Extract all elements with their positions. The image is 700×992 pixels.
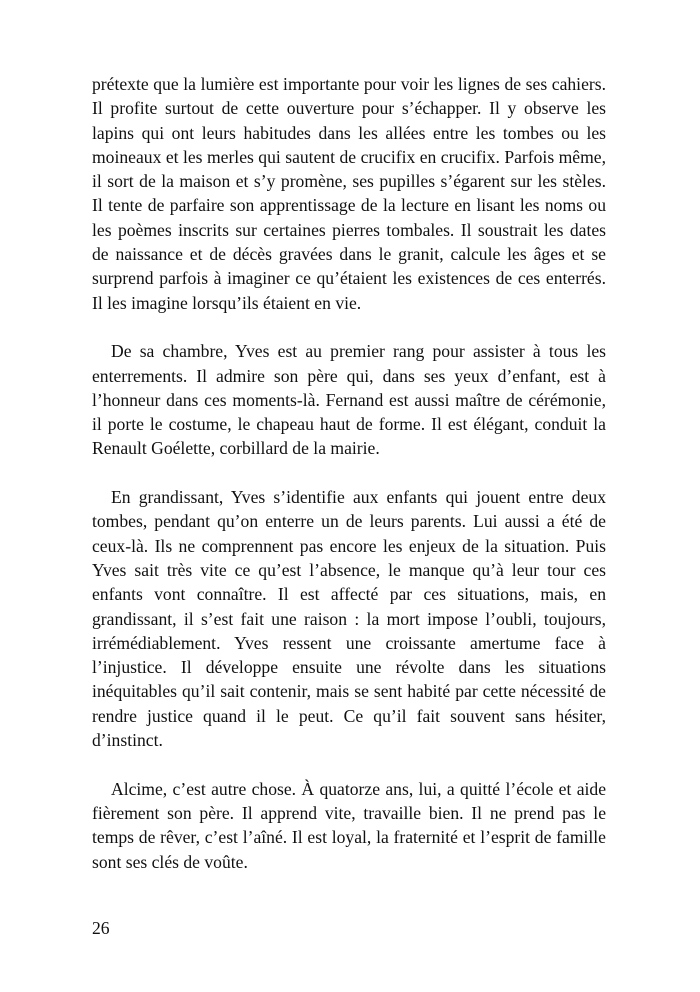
paragraph-2: De sa chambre, Yves est au premier rang pour assister à tous les enterrements. Il admire son père qui, dans ses yeux d’enfant, est à l’honneur dans ces moments-là. Fernand est aussi maître de cérémonie, il porte le costume, le chapeau haut de forme. Il est élégant, conduit la Renault Goélette, corbillard de la mairie. (92, 341, 606, 459)
paragraph-3: En grandissant, Yves s’identifie aux enfants qui jouent entre deux tombes, pendant qu’on enterre un de leurs parents. Lui aussi a été de ceux-là. Ils ne comprennent pas encore les enjeux de la situation. Puis Yves sait très vite ce qu’est l’absence, le manque qu’à leur tour ces enfants vont connaître. Il est affecté par ces situations, mais, en grandissant, il s’est fait une raison : la mort impose l’oubli, toujours, irrémédiablement. Yves ressent une croissante amertume face à l’injustice. Il développe ensuite une révolte dans les situations inéquitables qu’il sait contenir, mais se sent habité par cette nécessité de rendre justice quand il le peut. Ce qu’il fait souvent sans hésiter, d’instinct. (92, 487, 606, 751)
page-number: 26 (92, 918, 110, 938)
paragraph-4: Alcime, c’est autre chose. À quatorze ans, lui, a quitté l’école et aide fièrement son père. Il apprend vite, travaille bien. Il ne prend pas le temps de rêver, c’est l’aîné. Il est loyal, la fraternité et l’esprit de famille sont ses clés de voûte. (92, 778, 606, 872)
body-text (92, 72, 606, 898)
paragraph-1: prétexte que la lumière est importante pour voir les lignes de ses cahiers. Il profite surtout de cette ouverture pour s’échapper. Il y observe les lapins qui ont leurs habitudes dans les allées entre les tombes ou les moineaux et les merles qui sautent de crucifix en crucifix. Parfois même, il sort de la maison et s’y promène, ses pupilles s’égarent sur les stèles. Il tente de parfaire son apprentissage de la lecture en lisant les noms ou les poèmes inscrits sur certaines pierres tombales. Il soustrait les dates de naissance et de décès gravées dans le granit, calcule les âges et se surprend parfois à imaginer ce qu’étaient les existences de ces enterrés. Il les imagine lorsqu’ils étaient en vie. (92, 74, 606, 313)
